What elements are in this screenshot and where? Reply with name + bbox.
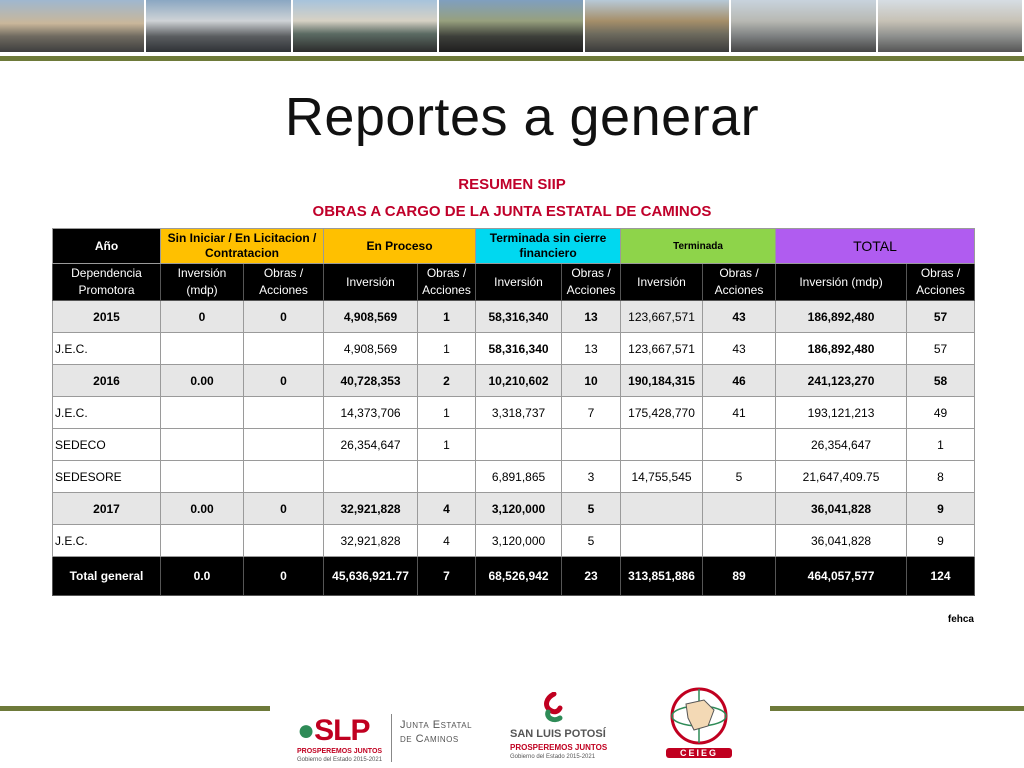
- table-row-year: [53, 365, 975, 397]
- san-luis-gov-line: Gobierno del Estado 2015-2021: [510, 754, 596, 760]
- cell-value: 10,210,602: [476, 365, 562, 397]
- cell-value: 3,120,000: [476, 493, 562, 525]
- cell-value: [324, 461, 418, 493]
- table-row-year: [53, 301, 975, 333]
- report-title: RESUMEN SIIP: [458, 176, 566, 193]
- cell-value: 26,354,647: [324, 429, 418, 461]
- globe-map-icon: [664, 686, 734, 746]
- slp-gov-line: Gobierno del Estado 2015-2021: [297, 757, 383, 763]
- banner-photo-highway-city: [878, 0, 1024, 52]
- cell-value: 1: [418, 333, 476, 365]
- cell-dependency: SEDESORE: [53, 461, 161, 493]
- cell-value: [161, 397, 244, 429]
- cell-value: 36,041,828: [776, 525, 907, 557]
- cell-value: 32,921,828: [324, 525, 418, 557]
- cell-value: 0: [244, 301, 324, 333]
- cell-value: 190,184,315: [621, 365, 703, 397]
- cell-value: 0.00: [161, 365, 244, 397]
- table-row-dependency: [53, 461, 975, 493]
- header-photo-banner: [0, 0, 1024, 52]
- cell-value: 464,057,577: [776, 557, 907, 596]
- subheader-inversion: Inversión (mdp): [776, 264, 907, 301]
- cell-value: 68,526,942: [476, 557, 562, 596]
- subheader-inversion: Inversión: [476, 264, 562, 301]
- cell-value: 186,892,480: [776, 301, 907, 333]
- table-row-year: [53, 493, 975, 525]
- subheader-dependencia: Dependencia Promotora: [53, 264, 161, 301]
- cell-value: 58,316,340: [476, 301, 562, 333]
- banner-photo-highway-night: [585, 0, 731, 52]
- cell-value: 4,908,569: [324, 333, 418, 365]
- subheader-inversion: Inversión: [324, 264, 418, 301]
- san-luis-tagline: PROSPEREMOS JUNTOS: [510, 743, 608, 752]
- cell-value: 2: [418, 365, 476, 397]
- cell-dependency: J.E.C.: [53, 333, 161, 365]
- cell-value: 3,318,737: [476, 397, 562, 429]
- cell-value: 313,851,886: [621, 557, 703, 596]
- cell-value: 43: [703, 333, 776, 365]
- junta-line-2: de Caminos: [400, 733, 459, 745]
- cell-value: 32,921,828: [324, 493, 418, 525]
- subheader-inversion: Inversión: [621, 264, 703, 301]
- group-header-row: [53, 229, 975, 264]
- cell-value: [244, 333, 324, 365]
- san-luis-potosi-logo: [510, 692, 608, 768]
- cell-value: [621, 493, 703, 525]
- cell-value: 36,041,828: [776, 493, 907, 525]
- subheader-obras: Obras / Acciones: [703, 264, 776, 301]
- cell-value: 4: [418, 525, 476, 557]
- subheader-obras: Obras / Acciones: [418, 264, 476, 301]
- banner-photo-mountain-road: [731, 0, 877, 52]
- cell-value: 26,354,647: [776, 429, 907, 461]
- cell-value: [703, 429, 776, 461]
- cell-value: [703, 493, 776, 525]
- cell-value: 40,728,353: [324, 365, 418, 397]
- cell-value: [161, 525, 244, 557]
- table-row-total: [53, 557, 975, 596]
- sub-header-row: [53, 264, 975, 301]
- cell-value: 0: [161, 301, 244, 333]
- subheader-obras: Obras / Acciones: [562, 264, 621, 301]
- cell-value: 186,892,480: [776, 333, 907, 365]
- cell-value: 57: [907, 333, 975, 365]
- cell-value: [476, 429, 562, 461]
- subheader-obras: Obras / Acciones: [907, 264, 975, 301]
- cell-value: 241,123,270: [776, 365, 907, 397]
- subheader-inversion: Inversión (mdp): [161, 264, 244, 301]
- cell-value: [703, 525, 776, 557]
- cell-year: 2017: [53, 493, 161, 525]
- top-olive-band: [0, 56, 1024, 61]
- cell-value: 9: [907, 525, 975, 557]
- cell-value: [244, 397, 324, 429]
- header-terminada-sin-cierre: Terminada sin cierre financiero: [476, 229, 621, 264]
- subheader-obras: Obras / Acciones: [244, 264, 324, 301]
- cell-value: 0.0: [161, 557, 244, 596]
- junta-line-1: Junta Estatal: [400, 719, 473, 731]
- cell-value: 1: [418, 429, 476, 461]
- slp-tagline: PROSPEREMOS JUNTOS: [297, 748, 383, 755]
- cell-dependency: J.E.C.: [53, 525, 161, 557]
- cell-value: [244, 461, 324, 493]
- cell-value: 0: [244, 557, 324, 596]
- table-row-dependency: [53, 525, 975, 557]
- report-subtitle: OBRAS A CARGO DE LA JUNTA ESTATAL DE CAMINOS: [312, 203, 712, 220]
- cell-value: 13: [562, 301, 621, 333]
- cell-value: 14,755,545: [621, 461, 703, 493]
- summary-table: [52, 228, 975, 596]
- cell-value: 23: [562, 557, 621, 596]
- header-sin-iniciar: Sin Iniciar / En Licitacion / Contratacion: [161, 229, 324, 264]
- cell-value: 6,891,865: [476, 461, 562, 493]
- cell-value: 58,316,340: [476, 333, 562, 365]
- header-year: Año: [53, 229, 161, 264]
- cell-value: 89: [703, 557, 776, 596]
- cell-value: 13: [562, 333, 621, 365]
- cell-value: 193,121,213: [776, 397, 907, 429]
- cell-value: 123,667,571: [621, 301, 703, 333]
- cell-value: [621, 525, 703, 557]
- cell-value: 41: [703, 397, 776, 429]
- cell-value: 5: [562, 525, 621, 557]
- cell-value: 21,647,409.75: [776, 461, 907, 493]
- footer-logos: [0, 684, 1024, 768]
- cell-value: [161, 461, 244, 493]
- cell-value: 7: [418, 557, 476, 596]
- slide-title: Reportes a generar: [284, 87, 760, 147]
- cell-total-label: Total general: [53, 557, 161, 596]
- header-en-proceso: En Proceso: [324, 229, 476, 264]
- cell-dependency: J.E.C.: [53, 397, 161, 429]
- header-terminada: Terminada: [621, 229, 776, 264]
- cell-value: 0.00: [161, 493, 244, 525]
- cell-value: 4,908,569: [324, 301, 418, 333]
- cell-value: [244, 429, 324, 461]
- banner-photo-road-workers: [439, 0, 585, 52]
- cell-value: 57: [907, 301, 975, 333]
- cell-value: [161, 333, 244, 365]
- cell-value: 5: [703, 461, 776, 493]
- cell-value: 45,636,921.77: [324, 557, 418, 596]
- banner-photo-road-hills: [0, 0, 146, 52]
- ceieg-label: CEIEG: [666, 748, 732, 758]
- cell-value: [244, 525, 324, 557]
- source-note: fehca: [947, 614, 974, 625]
- cell-value: 9: [907, 493, 975, 525]
- cell-value: 1: [418, 301, 476, 333]
- cell-year: 2015: [53, 301, 161, 333]
- cell-value: 49: [907, 397, 975, 429]
- cell-value: 124: [907, 557, 975, 596]
- junta-estatal-logo: [400, 718, 472, 746]
- cell-value: 0: [244, 493, 324, 525]
- cell-value: 123,667,571: [621, 333, 703, 365]
- cell-value: 5: [562, 493, 621, 525]
- cell-value: 8: [907, 461, 975, 493]
- ceieg-logo: [664, 686, 734, 766]
- banner-photo-overpass: [146, 0, 292, 52]
- table-row-dependency: [53, 429, 975, 461]
- cell-value: 58: [907, 365, 975, 397]
- cell-value: [621, 429, 703, 461]
- table-row-dependency: [53, 397, 975, 429]
- cell-value: 3: [562, 461, 621, 493]
- cell-value: 1: [418, 397, 476, 429]
- cell-value: 0: [244, 365, 324, 397]
- cell-value: 1: [907, 429, 975, 461]
- cell-value: 175,428,770: [621, 397, 703, 429]
- slp-logo: [297, 714, 387, 764]
- cell-value: [161, 429, 244, 461]
- header-total: TOTAL: [776, 229, 975, 264]
- table-row-dependency: [53, 333, 975, 365]
- cell-value: 43: [703, 301, 776, 333]
- cell-year: 2016: [53, 365, 161, 397]
- cell-value: 7: [562, 397, 621, 429]
- cell-value: [562, 429, 621, 461]
- cell-value: 3,120,000: [476, 525, 562, 557]
- san-luis-name: SAN LUIS POTOSÍ: [510, 728, 606, 740]
- cell-value: 14,373,706: [324, 397, 418, 429]
- cell-value: [418, 461, 476, 493]
- cell-value: 4: [418, 493, 476, 525]
- san-luis-emblem-icon: [538, 692, 570, 724]
- slp-logo-mark: ●SLP: [297, 714, 370, 747]
- banner-photo-toll-plaza: [293, 0, 439, 52]
- logo-divider: [391, 714, 392, 762]
- cell-dependency: SEDECO: [53, 429, 161, 461]
- cell-value: 10: [562, 365, 621, 397]
- cell-value: 46: [703, 365, 776, 397]
